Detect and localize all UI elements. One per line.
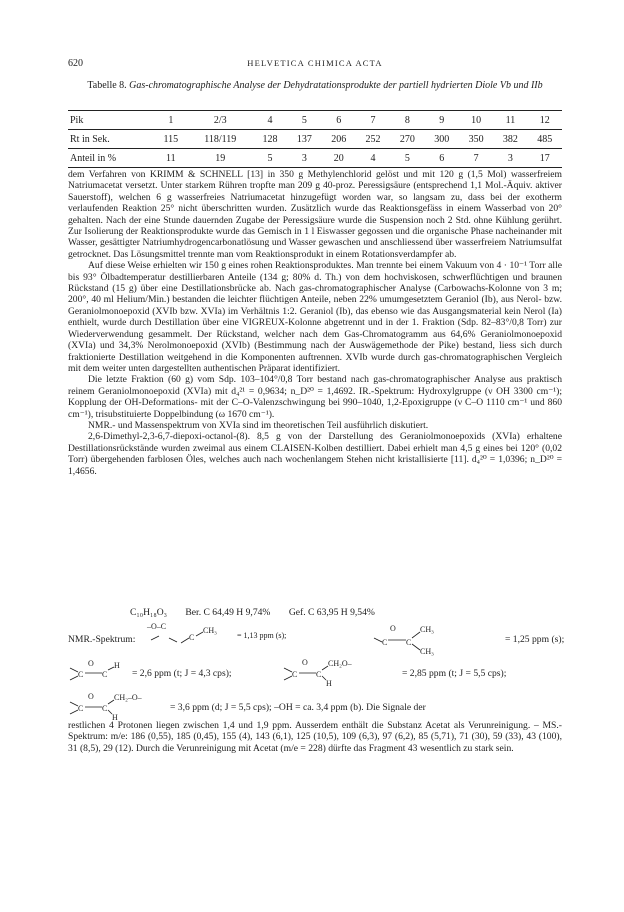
pik-cell: 8 [390,111,424,130]
structure-5-c1: C [78,704,84,713]
paragraph-1: dem Verfahren von KRIMM & SCHNELL [13] in 350 g Methylenchlorid gelöst und mit 120 g (1,5 Mol) wasserfreiem Natriumacetat versetzt. Unter starkem Rühren tropfte man 209 g 40-proz. Peressigsäure (entsprechend 1,1 Mol.-Äquiv. aktiver Sauerstoff), welchen 6 g wasserfreies Natriumacetat hinzugefügt worden war, so langsam zu, dass bei der exotherm verlaufenden Reaktion 25° nicht überschritten wurden. Zusätzlich wurde das Reaktionsgefäss in einem Wasserbad von 20° gehalten. Nach der eine Stunde dauernden Zugabe der Peressigsäure wurde die Suspension noch 2 Std. ohne Kühlung gerührt. Zur Isolierung der Reaktionsprodukte wurde das Gemisch in 1 l Eiswasser gegossen und die organische Phase nacheinander mit Wasser, gesättigter Natriumhydrogencarbonatlösung und Wasser gewaschen und anschliessend über wasserfreiem Natriumsulfat getrocknet. Das Lösungsmittel trennte man vom Reaktionsprodukt in einem Rotationsverdampfer ab. [68,169,562,260]
found-values: Gef. C 63,95 H 9,54% [288,607,375,618]
structure-3-bond-b [70,676,78,680]
structure-1 [145,620,305,650]
structure-5-bond-a [70,702,78,706]
pik-cell: 5 [287,111,321,130]
anteil-cell: 6 [425,149,459,168]
anteil-cell: 3 [493,149,527,168]
pik-cell: 7 [356,111,390,130]
structure-4-h: H [326,679,332,688]
row-label-pik: Pik [68,111,154,130]
structure-5-c2: C [102,704,108,713]
running-header [68,58,562,72]
nmr-shift-2: = 1,25 ppm (s); [505,634,565,645]
structure-1-c: C [189,633,195,642]
elemental-analysis [68,607,562,618]
rt-cell: 137 [287,130,321,149]
pik-cell: 9 [425,111,459,130]
rt-cell: 252 [356,130,390,149]
calculated-values: Ber. C 64,49 H 9,74% [185,607,271,618]
structure-2-ch3-bottom: CH₃ [420,647,434,656]
pik-cell: 12 [528,111,562,130]
structure-2-ch3-top: CH₃ [420,625,434,634]
pik-cell: 11 [493,111,527,130]
structure-4-ch2o: CH₂O– [328,659,352,668]
anteil-cell: 11 [154,149,188,168]
anteil-cell: 20 [322,149,356,168]
body-text [68,169,562,477]
structure-5-o: O [88,692,94,701]
structure-2 [372,620,492,656]
closing-paragraph: restlichen 4 Protonen liegen zwischen 1,4 und 1,9 ppm. Ausserdem enthält die Substanz Acetat als Verunreinigung. – MS.-Spektrum: m/e: 186 (0,55), 185 (0,45), 155 (4), 143 (6,1), 125 (10,5), 109 (6,3), 97 (6,2), 85 (5,71), 71 (30), 59 (33), 43 (100), 31 (8,5), 29 (12). Durch die Verunreinigung mit Acetat (m/e = 228) dürfte das Fragment 43 wesentlich zu stark sein. [68,720,562,754]
gc-analysis-table [68,110,562,168]
table-row-rt [68,130,562,149]
row-label-rt: Rt in Sek. [68,130,154,149]
paragraph-5: 2,6-Dimethyl-2,3-6,7-diepoxi-octanol-(8). 8,5 g von der Darstellung des Geraniolmonoepoxids (XVIa) erhaltene Destillationsrückstände wurden zweimal aus einem CLAISEN-Kolben destilliert. Dabei erhielt man 4,5 g eines bei 120° (0,02 Torr) übergehenden farblosen Öles, welches auch nach wochenlangem Stehen nicht kristallisierte [11]. d₄²⁰ = 1,0396; n_D²⁰ = 1,4656. [68,431,562,477]
structure-4-bond-b [284,676,292,680]
pik-cell: 2/3 [188,111,253,130]
pik-cell: 1 [154,111,188,130]
rt-cell: 128 [253,130,287,149]
anteil-cell: 3 [287,149,321,168]
structure-2-c2: C [406,638,412,647]
anteil-cell: 5 [390,149,424,168]
structure-1-shift: = 1,13 ppm (s); [237,631,287,640]
molecular-formula: C₁₀H₁₈O₃ [130,607,167,618]
structure-4-bond-a [284,668,292,672]
rt-cell: 118/119 [188,130,253,149]
rt-cell: 382 [493,130,527,149]
structure-1-bond-c [181,638,189,643]
structure-1-ch3: CH₃ [203,626,217,635]
structure-1-bond-a [151,636,159,640]
anteil-cell: 17 [528,149,562,168]
paragraph-2: Auf diese Weise erhielten wir 150 g eines rohen Reaktionsproduktes. Man trennte bei einem Vakuum von 4 · 10⁻¹ Torr alle bis 93° Ölbadtemperatur destillierbaren Anteile (134 g; 80% d. Th.) von dem hochviskosen, schwerflüchtigen und braunen Rückstand (15 g) über eine Destillationsbrücke ab. Nach gas-chromatographischer Analyse (Carbowachs-Kolonne von 3 m; 200°, 40 ml Helium/Min.) bestanden die leichter flüchtigen Anteile, neben 22% umumgesetztem Geraniol (Ib), aus Nerol- bzw. Geraniolmonoepoxid (XVIb bzw. XVIa) im Verhältnis 1:2. Geraniol (Ib), das ebenso wie das Ausgangsmaterial kein Nerol (Ia) enthielt, wurde durch Destillation über eine VIGREUX-Kolonne abgetrennt und in der 1. Fraktion (Sdp. 82–83°/0,8 Torr) zur Wiederverwendung gesammelt. Der Rückstand, welcher nach dem Gas-Chromatogramm aus 64,6% Geraniolmonoepoxid (XVIa) und 34,3% Nerolmonoepoxid (XVIb) (Bestimmung nach der Auswägemethode der Pike) bestand, liess sich durch fraktionierte Destillation weitgehend in die Komponenten auftrennen. XVIb wurde durch gas-chromatographischen Vergleich mit dem weiter unten dargestellten authentischen Präparat identifiziert. [68,260,562,374]
table-label: Tabelle 8. [87,80,127,91]
structure-1-bond-b [169,638,177,642]
page-number: 620 [68,58,83,69]
structure-3 [68,658,136,686]
anteil-cell: 7 [459,149,493,168]
table-caption [68,80,562,92]
rt-cell: 115 [154,130,188,149]
structure-1-bond-d [196,632,203,636]
structure-5-ch2o: CH₂–O– [114,693,142,702]
anteil-cell: 19 [188,149,253,168]
structure-2-o: O [390,624,396,633]
paragraph-4: NMR.- und Massenspektrum von XVIa sind im theoretischen Teil ausführlich diskutiert. [88,419,429,431]
structure-2-bond-c [412,632,420,638]
structure-3-o: O [88,659,94,668]
structure-5-h: H [112,713,118,722]
structure-2-bond-d [412,644,420,650]
rt-cell: 300 [425,130,459,149]
structure-5 [68,690,176,722]
journal-title: HELVETICA CHIMICA ACTA [247,58,383,68]
structure-3-h: H [114,661,120,670]
structure-1-oc: –O–C [147,622,167,631]
rt-cell: 350 [459,130,493,149]
pik-cell: 4 [253,111,287,130]
anteil-cell: 5 [253,149,287,168]
table-caption-text: Gas-chromatographische Analyse der Dehydratationsprodukte der partiell hydrierten Diole Vb und IIb [129,80,543,91]
table-row-pik [68,111,562,130]
pik-cell: 10 [459,111,493,130]
structure-3-bond-a [70,668,78,672]
rt-cell: 206 [322,130,356,149]
paragraph-3: Die letzte Fraktion (60 g) vom Sdp. 103–104°/0,8 Torr bestand nach gas-chromatographischer Analyse aus praktisch reinem Geraniolmonoepoxid (XVIa) mit d₄²¹ = 0,9634; n_D²⁰ = 1,4692. IR.-Spektrum: Hydroxylgruppe (ν OH 3300 cm⁻¹); Kopplung der OH-Deformations- mit der C–O-Valenzschwingung bei 990–1040, 1,2-Epoxigruppe (ν C–O 1110 cm⁻¹ und 860 cm⁻¹), trisubstituierte Doppelbindung (ω 1670 cm⁻¹). [68,374,562,420]
nmr-shift-4: = 2,85 ppm (t; J = 5,5 cps); [402,668,507,679]
structure-3-c1: C [78,670,84,679]
structure-5-bond-b [70,710,78,714]
nmr-label: NMR.-Spektrum: [68,634,136,645]
row-label-anteil: Anteil in % [68,149,154,168]
structure-4-o: O [302,658,308,667]
structure-2-bond-a [374,638,382,642]
structure-4-c1: C [292,670,298,679]
structure-4 [282,656,402,688]
nmr-shift-3: = 2,6 ppm (t; J = 4,3 cps); [132,668,232,679]
table-row-anteil [68,149,562,168]
rt-cell: 270 [390,130,424,149]
pik-cell: 6 [322,111,356,130]
anteil-cell: 4 [356,149,390,168]
rt-cell: 485 [528,130,562,149]
structure-4-c2: C [316,670,322,679]
structure-2-c1: C [382,638,388,647]
nmr-shift-5: = 3,6 ppm (d; J = 5,5 cps); –OH = ca. 3,4 ppm (b). Die Signale der [170,702,426,713]
structure-3-c2: C [102,670,108,679]
